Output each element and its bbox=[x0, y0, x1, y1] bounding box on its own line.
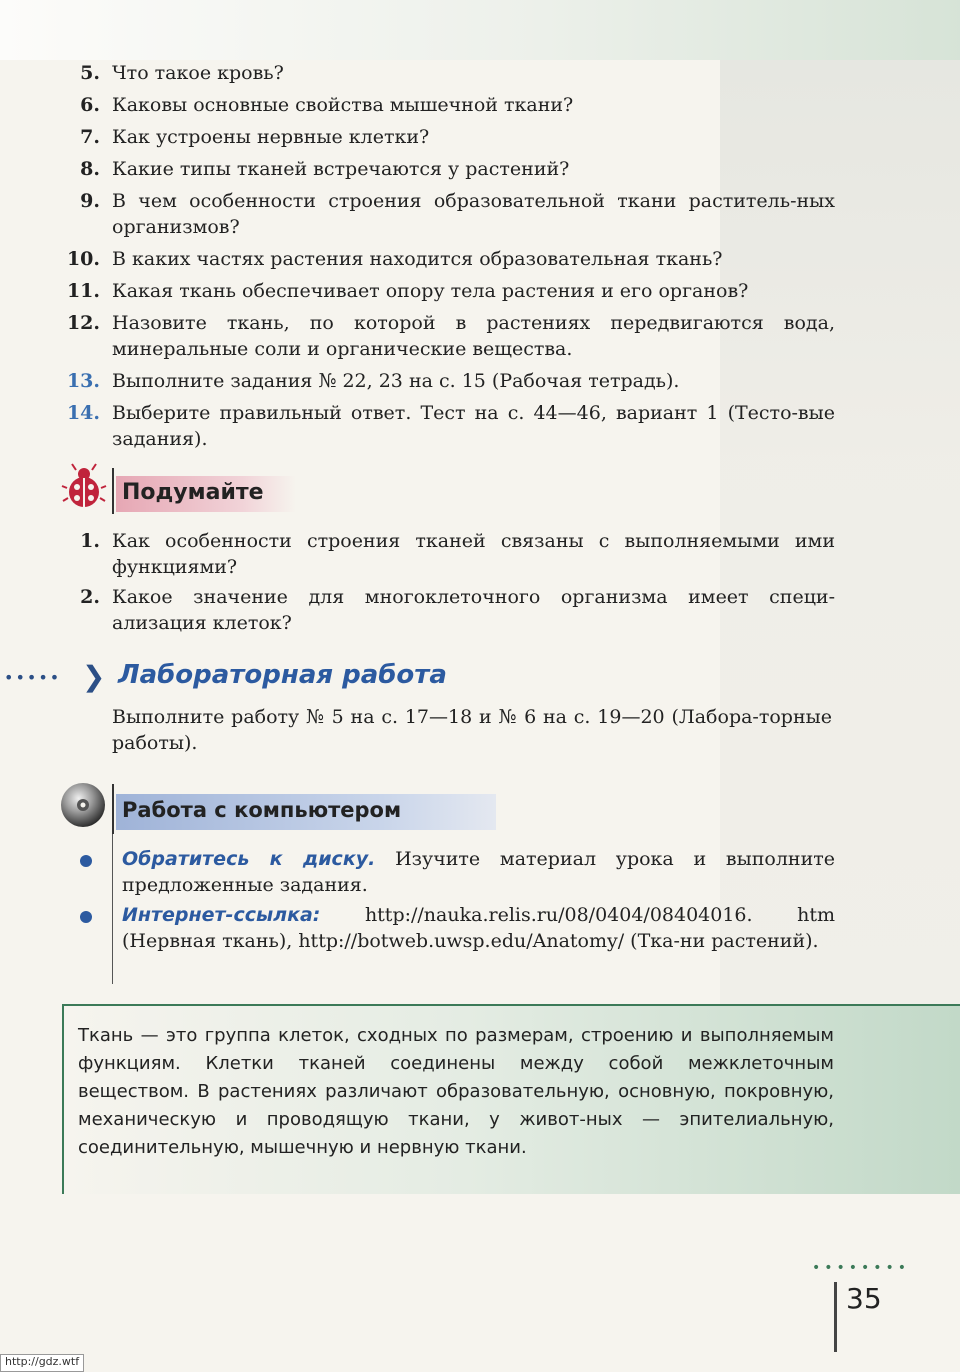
divider bbox=[834, 1282, 837, 1352]
computer-section-header bbox=[60, 780, 560, 832]
dots-decoration: •••••••• bbox=[812, 1260, 911, 1276]
divider bbox=[112, 468, 114, 514]
top-glow bbox=[0, 0, 960, 60]
divider bbox=[112, 784, 114, 834]
bullet-icon bbox=[80, 911, 92, 923]
page-number: 35 bbox=[846, 1282, 882, 1315]
question-item: 12. Назовите ткань, по которой в растениях передвигаются вода, минеральные соли и органические вещества. bbox=[66, 312, 835, 360]
question-item: 5. Что такое кровь? bbox=[80, 62, 284, 84]
lab-text: Выполните работу № 5 на с. 17—18 и № 6 на с. 19—20 (Лабора-торные работы). bbox=[112, 706, 832, 754]
divider bbox=[62, 1004, 64, 1194]
question-item: 6. Каковы основные свойства мышечной ткани? bbox=[80, 94, 574, 116]
think-list bbox=[60, 528, 835, 642]
think-item: 1. Как особенности строения тканей связаны с выполняемыми ими функциями? bbox=[80, 530, 835, 578]
question-item: 13. Выполните задания № 22, 23 на с. 15 (Рабочая тетрадь). bbox=[66, 370, 680, 392]
question-item: 8. Какие типы тканей встречаются у растений? bbox=[80, 158, 570, 180]
item-lead: Интернет-ссылка: bbox=[122, 904, 321, 926]
chevron-right-icon: ❯ bbox=[82, 660, 106, 693]
disc-icon bbox=[60, 782, 106, 828]
computer-item: Обратитесь к диску. Изучите материал урока и выполните предложенные задания. bbox=[80, 846, 835, 898]
bullet-icon bbox=[80, 855, 92, 867]
ladybug-icon bbox=[60, 462, 108, 510]
think-title: Подумайте bbox=[122, 480, 264, 505]
links-text[interactable]: http://nauka.relis.ru/08/0404/08404016. htm (Нервная ткань), http://botweb.uwsp.edu/Anatomy/ (Тка-ни растений). bbox=[122, 904, 835, 952]
questions-list bbox=[60, 60, 835, 458]
computer-title: Работа с компьютером bbox=[122, 798, 402, 822]
divider bbox=[62, 1004, 960, 1006]
definition-text: Ткань — это группа клеток, сходных по размерам, строению и выполняемым функциям. Клетки тканей соединены между собой межклеточным веществом. В растениях различают образовательную, основную, покровную, механическую и проводящую ткани, у живот-ных — эпителиальную, соединительную, мышечную и нервную ткани. bbox=[78, 1025, 834, 1158]
question-item: 10. В каких частях растения находится образовательная ткань? bbox=[66, 248, 723, 270]
question-item: 11. Какая ткань обеспечивает опору тела растения и его органов? bbox=[66, 280, 749, 302]
computer-item bbox=[80, 902, 835, 954]
dots-decoration: ••••• bbox=[4, 668, 62, 687]
lab-section-header bbox=[0, 656, 700, 696]
question-item: 9. В чем особенности строения образовательной ткани раститель-ных организмов? bbox=[80, 190, 835, 238]
question-item: 7. Как устроены нервные клетки? bbox=[80, 126, 430, 148]
think-section-header bbox=[60, 462, 360, 514]
watermark: http://gdz.wtf bbox=[0, 1354, 84, 1372]
think-item: 2. Какое значение для многоклеточного организма имеет специ-ализация клеток? bbox=[80, 586, 835, 634]
question-item: 14. Выберите правильный ответ. Тест на с. 44—46, вариант 1 (Тесто-вые задания). bbox=[66, 402, 835, 450]
item-lead[interactable]: Обратитесь к диску. bbox=[122, 848, 376, 870]
lab-title: Лабораторная работа bbox=[118, 660, 447, 690]
